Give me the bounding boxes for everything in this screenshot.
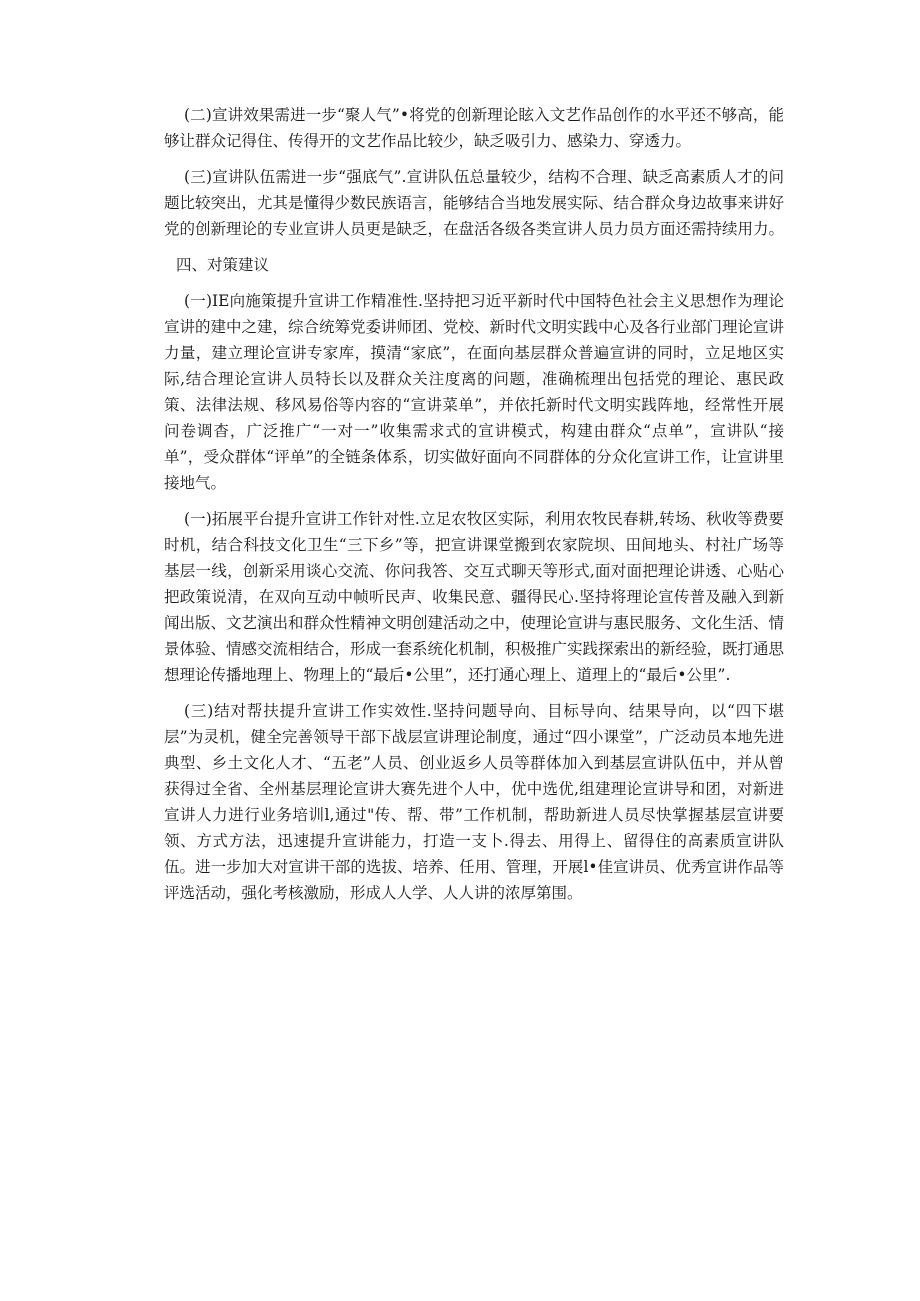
paragraph-suggestion-platform: (一)拓展平台提升宣讲工作针对性.立足农牧区实际，利用农牧民春耕,转场、秋收等费要时机，结合科技文化卫生“三下乡”等，把宣讲课堂搬到农家院坝、田间地头、村社广场等基层一线，创新采用谈心交流、你问我答、交互式聊天等形式,面对面把理论讲透、心贴心把政策说清，在双向互动中帧听民声、收集民意、疆得民心.坚持将理论宣传普及融入到新闻出版、文艺演出和群众性精神文明创建活动之中，使理论宣讲与惠民服务、文化生活、情景体验、情感交流相结合，形成一套系统化机制，积极推广实践探索出的新经验，既打通思想理论传播地理上、物理上的“最后•公里”，还打通心理上、道理上的“最后•公里”. (164, 510, 785, 684)
paragraph-propaganda-team: (三)宣讲队伍需进一步“强底气”.宣讲队伍总量较少，结构不合理、缺乏高素质人才的问题比较突出，尤其是懂得少数民族语言，能够结合当地发展实际、结合群众身边故事来讲好党的创新理论的专业宣讲人员更是缺乏，在盘活各级各类宣讲人员力员方面还需持续用力。 (164, 168, 785, 238)
document-body (164, 102, 784, 916)
paragraph-propaganda-effect: (二)宣讲效果需进一步“聚人气”•将党的创新理论眩入文艺作品创作的水平还不够高，能够让群众记得住、传得开的文艺作品比较少，缺乏吸引力、感染力、穿透力。 (164, 106, 784, 150)
paragraph-suggestion-precision: (一)IE向施策提升宣讲工作精准性.坚持把习近平新时代中国特色社会主义思想作为理论宣讲的建中之建，综合统筹党委讲师团、党校、新时代文明实践中心及各行业部门理论宣讲力量，建立理论宣讲专家库，摸清“家底”，在面向基层群众普遍宣讲的同时，立足地区实际,结合理论宣讲人员特长以及群众关注度离的问题，准确梳理出包括党的理论、惠民政策、法律法规、移风易俗等内容的“宣讲菜单”，并依托新时代文明实践阵地，经常性开展问卷调杳，广泛推广“一对一”收集需求式的宣讲模式，构建由群众“点单”，宣讲队“接单”，受众群体“评单”的全链条体系，切实做好面向不同群体的分众化宣讲工作，让宣讲里接地气。 (164, 292, 785, 492)
section-heading-suggestions: 四、对策建议 (176, 256, 270, 274)
paragraph-suggestion-assistance: (三)结对帮扶提升宣讲工作实效性.坚持问题导向、目标导向、结果导向，以“四下堪层”为灵机，健全完善领导干部下战层宣讲理论制度，通过“四小课堂”，广泛动员本地先进典型、乡土文化人才、“五老”人员、创业返乡人员等群体加入到基层宣讲队伍中，并从曾获得过全省、全州基层理论宣讲大赛先进个人中，优中选优,组建理论宣讲导和团，对新进宣讲人力进行业务培训l,通过"传、帮、带”工作机制，帮助新进人员尽快掌握基层宣讲要领、方式方法，迅速提升宣讲能力，打造一支卜.得去、用得上、留得住的高素质宣讲队伍。进一步加大对宣讲干部的选拔、培养、任用、管理，开展l•佳宣讲员、优秀宣讲作品等评选活动，强化考核激励，形成人人学、人人讲的浓厚第围。 (164, 702, 784, 902)
